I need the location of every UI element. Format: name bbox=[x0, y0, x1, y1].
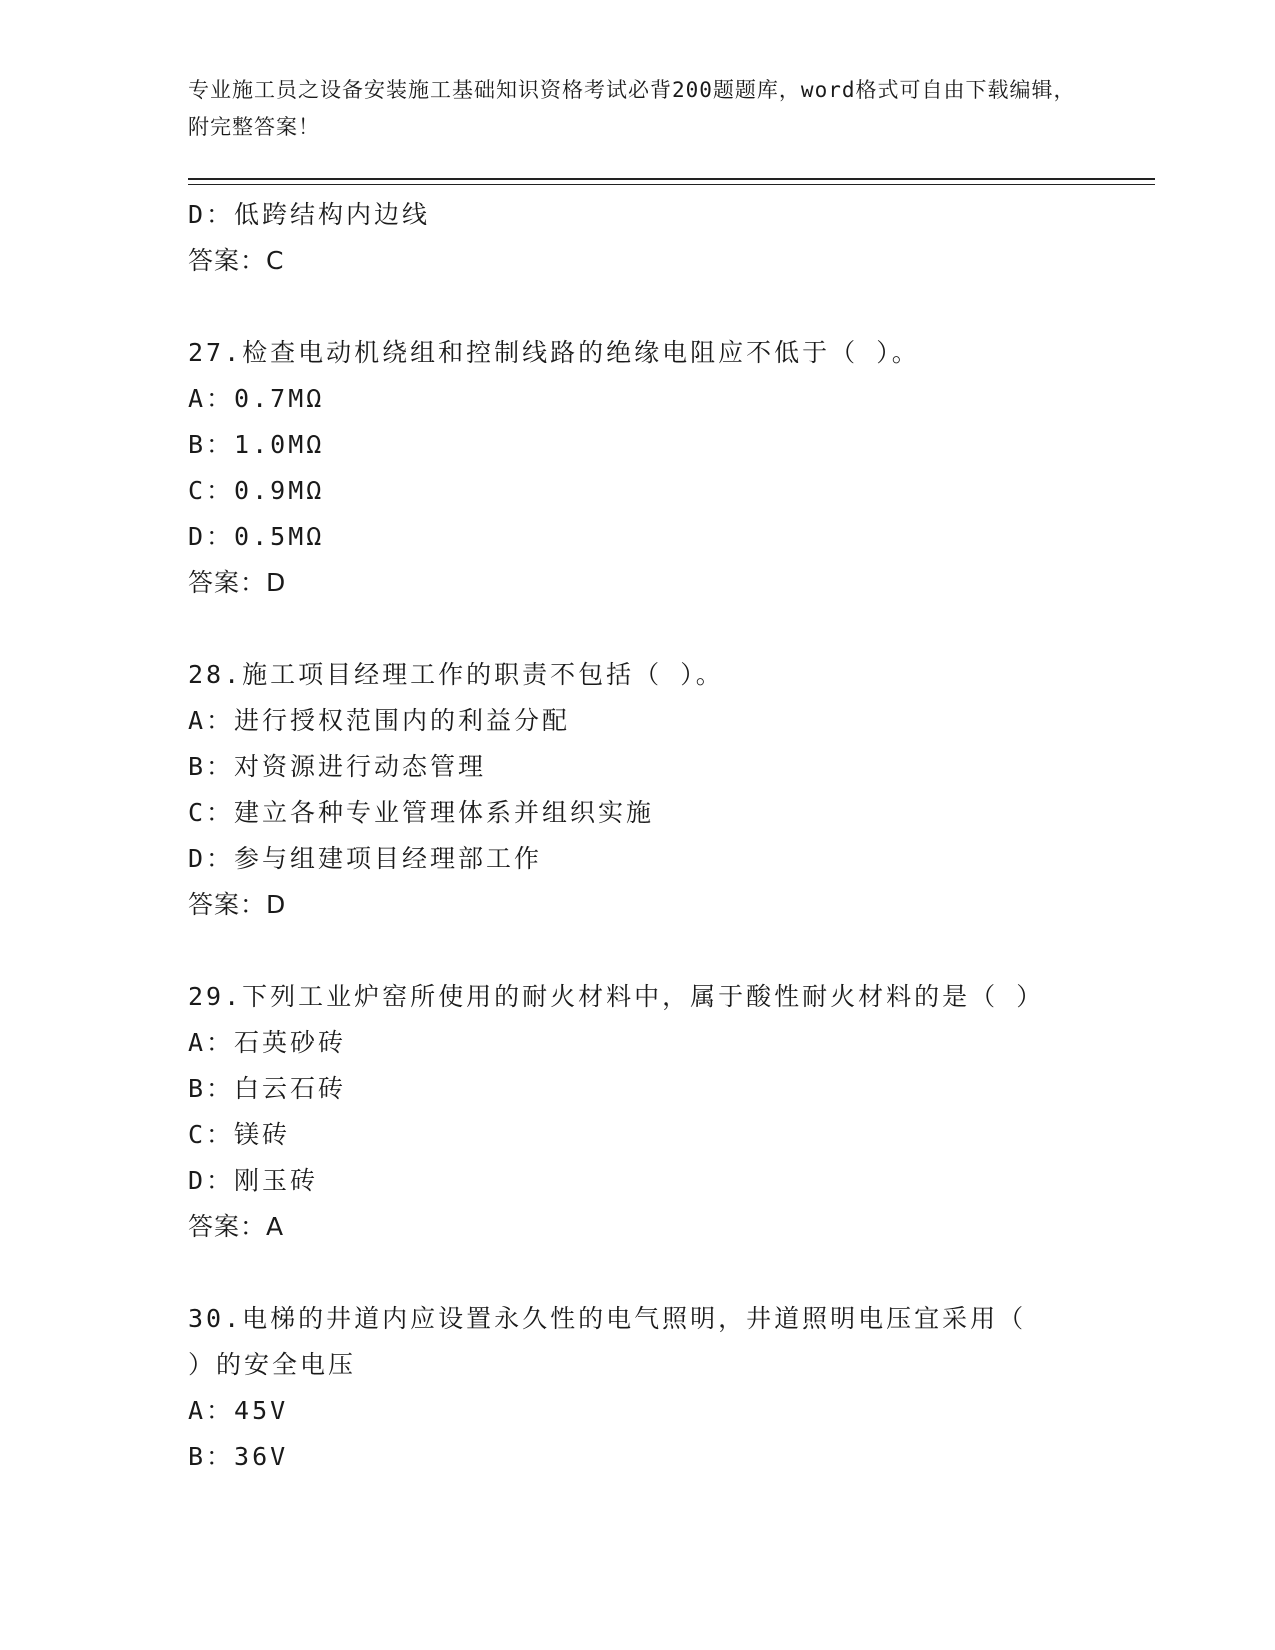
option-b: B：白云石砖 bbox=[188, 1074, 347, 1103]
option-c: C：0.9MΩ bbox=[188, 476, 325, 505]
document-header: 专业施工员之设备安装施工基础知识资格考试必背200题题库，word格式可自由下载编辑，附完整答案！ bbox=[188, 78, 1076, 139]
option-a: A：0.7MΩ bbox=[188, 384, 325, 413]
option-c: C：建立各种专业管理体系并组织实施 bbox=[188, 798, 655, 827]
option-b: B：36V bbox=[188, 1442, 289, 1471]
question-27 bbox=[188, 330, 1058, 606]
question-stem: 28.施工项目经理工作的职责不包括（ ）。 bbox=[188, 660, 724, 689]
option-a: A：进行授权范围内的利益分配 bbox=[188, 706, 571, 735]
option-b: B：1.0MΩ bbox=[188, 430, 325, 459]
option-c: C：镁砖 bbox=[188, 1120, 291, 1149]
question-stem: 27.检查电动机绕组和控制线路的绝缘电阻应不低于（ ）。 bbox=[188, 338, 920, 367]
header-rule-thick bbox=[188, 178, 1155, 180]
prev-answer: 答案：C bbox=[188, 246, 285, 275]
option-d: D：参与组建项目经理部工作 bbox=[188, 844, 543, 873]
question-30 bbox=[188, 1296, 1058, 1480]
question-stem: 30.电梯的井道内应设置永久性的电气照明，井道照明电压宜采用（ ）的安全电压 bbox=[188, 1304, 1027, 1379]
question-28 bbox=[188, 652, 1058, 928]
question-list bbox=[188, 192, 1058, 1480]
option-d: D：刚玉砖 bbox=[188, 1166, 319, 1195]
answer: 答案：D bbox=[188, 890, 287, 919]
option-a: A：45V bbox=[188, 1396, 289, 1425]
option-d: D：0.5MΩ bbox=[188, 522, 325, 551]
header-rule-thin bbox=[188, 184, 1155, 185]
answer: 答案：A bbox=[188, 1212, 285, 1241]
question-stem: 29.下列工业炉窑所使用的耐火材料中，属于酸性耐火材料的是（ ） bbox=[188, 982, 1045, 1011]
option-b: B：对资源进行动态管理 bbox=[188, 752, 487, 781]
prev-option-d: D：低跨结构内边线 bbox=[188, 200, 431, 229]
question-29 bbox=[188, 974, 1058, 1250]
answer: 答案：D bbox=[188, 568, 287, 597]
option-a: A：石英砂砖 bbox=[188, 1028, 347, 1057]
